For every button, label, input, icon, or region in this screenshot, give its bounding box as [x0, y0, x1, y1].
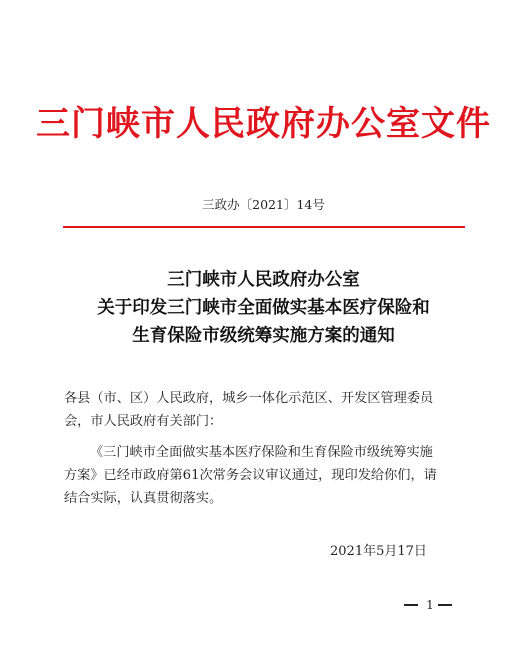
- paragraph-line-2: 方案》已经市政府第61次常务会议审议通过，现印发给你们，请: [64, 468, 437, 483]
- paragraph-line-3: 结合实际，认真贯彻落实。: [64, 491, 223, 506]
- page-number-dash-right: [438, 604, 452, 606]
- notice-title: [0, 266, 527, 350]
- red-divider-line: [63, 226, 465, 228]
- title-line-2: 关于印发三门峡市全面做实基本医疗保险和: [97, 298, 430, 318]
- body-paragraph: [64, 441, 466, 510]
- page-number-value: 1: [426, 598, 434, 612]
- addressee-line-2: 会，市人民政府有关部门：: [64, 414, 223, 429]
- paragraph-line-1: 《三门峡市全面做实基本医疗保险和生育保险市级统筹实施: [90, 445, 433, 460]
- addressee-block: [64, 387, 466, 433]
- title-line-1: 三门峡市人民政府办公室: [167, 270, 360, 290]
- page-number: [400, 596, 460, 614]
- title-line-3: 生育保险市级统筹实施方案的通知: [132, 326, 395, 346]
- issuing-authority-masthead: 三门峡市人民政府办公室文件: [36, 104, 491, 144]
- addressee-line-1: 各县（市、区）人民政府，城乡一体化示范区、开发区管理委员: [64, 391, 434, 406]
- document-number: 三政办〔2021〕14号: [202, 197, 325, 212]
- issue-date: 2021年5月17日: [330, 544, 427, 559]
- page-number-dash-left: [404, 604, 418, 606]
